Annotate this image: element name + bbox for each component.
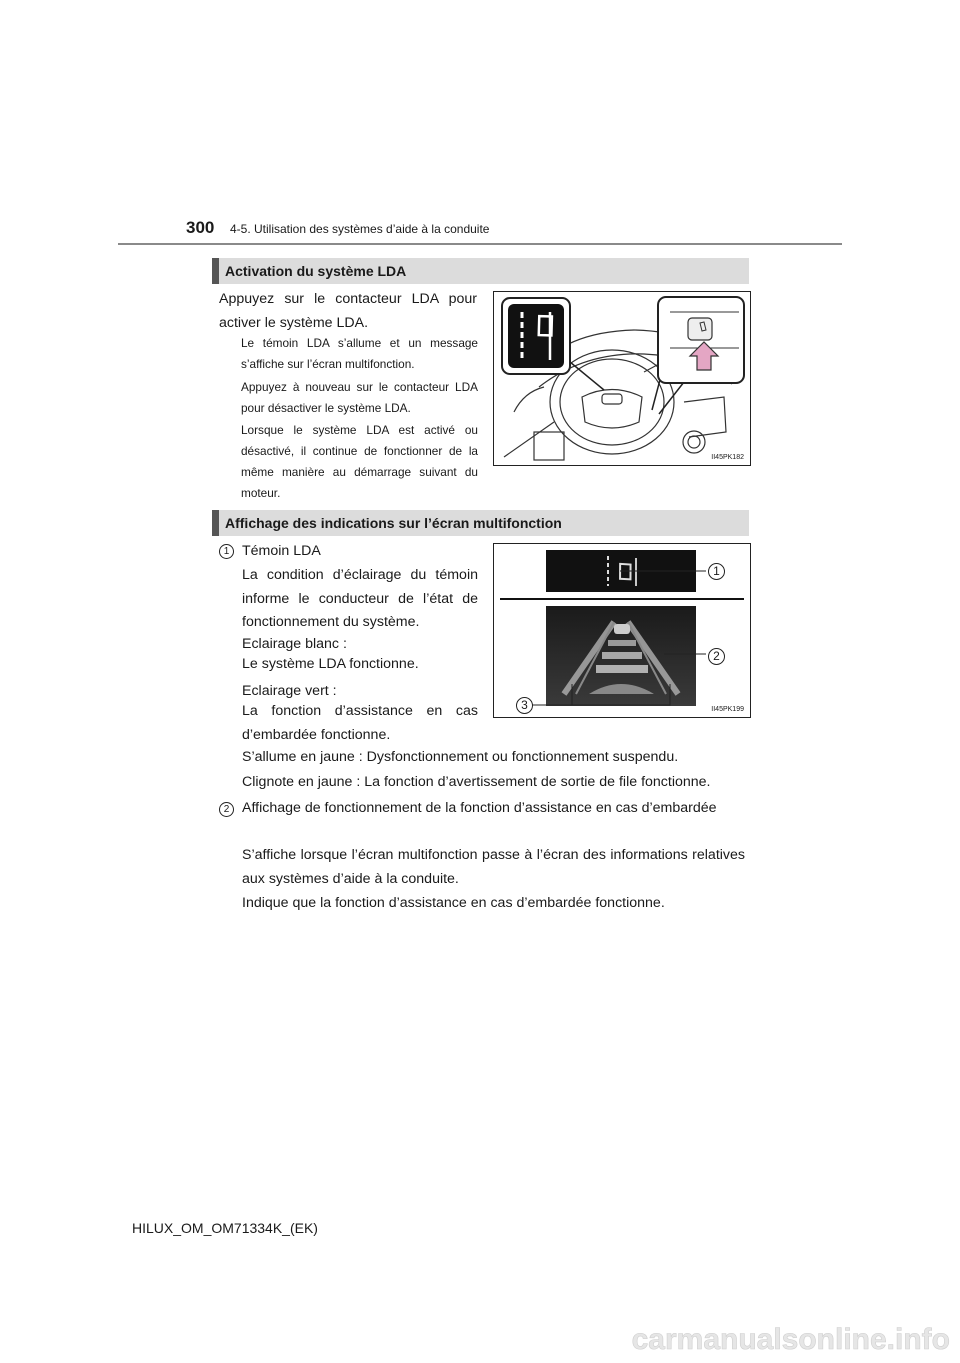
item1-title: Témoin LDA: [242, 543, 321, 559]
item1-green-text: La fonction d’assistance en cas d’embardée fonctionne.: [242, 703, 478, 743]
activation-note-3: Lorsque le système LDA est activé ou désactivé, il continue de fonctionner de la même manière au démarrage suivant du moteur.: [241, 423, 478, 500]
page-number: 300: [186, 218, 215, 237]
item1-white-text: Le système LDA fonctionne.: [242, 656, 419, 672]
section-heading-display: [212, 510, 749, 536]
watermark: [0, 1318, 960, 1358]
item-number-1: 1: [219, 544, 234, 559]
section-heading-bar: [212, 258, 219, 284]
activation-instruction: Appuyez sur le contacteur LDA pour activer le système LDA.: [219, 291, 477, 331]
section-heading-activation: [212, 258, 749, 284]
item1-green-label: Eclairage vert :: [242, 683, 337, 699]
section-heading-bar: [212, 510, 219, 536]
item1-blink-text: Clignote en jaune : La fonction d’avertissement de sortie de file fonctionne.: [242, 774, 711, 790]
item2-title: Affichage de fonctionnement de la fonction d’assistance en cas d’embardée: [242, 800, 717, 816]
activation-note-2: Appuyez à nouveau sur le contacteur LDA pour désactiver le système LDA.: [241, 380, 478, 415]
item1-white-label: Eclairage blanc :: [242, 636, 347, 652]
dashboard-illustration: [494, 292, 750, 465]
section-heading-text: Activation du système LDA: [225, 263, 407, 279]
callout-1: 1: [708, 563, 725, 580]
watermark-text: carmanualsonline.info: [631, 1323, 950, 1356]
activation-note-1: Le témoin LDA s’allume et un message s’affiche sur l’écran multifonction.: [241, 336, 478, 371]
figure-multi-display: [493, 543, 751, 718]
callout-3: 3: [516, 697, 533, 714]
item2-description-2: Indique que la fonction d’assistance en cas d’embardée fonctionne.: [242, 895, 665, 911]
item2-description-1: S’affiche lorsque l’écran multifonction passe à l’écran des informations relatives aux systèmes d’aide à la conduite.: [242, 847, 745, 887]
figure-dashboard-lda-switch: [493, 291, 751, 466]
header-rule: [118, 243, 842, 245]
footer-document-code: HILUX_OM_OM71334K_(EK): [132, 1220, 318, 1236]
figure-code: II45PK182: [711, 454, 744, 461]
callout-2: 2: [708, 648, 725, 665]
section-heading-text: Affichage des indications sur l’écran multifonction: [225, 515, 562, 531]
item1-yellow-text: S’allume en jaune : Dysfonctionnement ou fonctionnement suspendu.: [242, 749, 679, 765]
item1-description: La condition d’éclairage du témoin informe le conducteur de l’état de fonctionnement du système.: [242, 567, 478, 630]
item-number-2: 2: [219, 802, 234, 817]
figure-code: II45PK199: [711, 706, 744, 713]
chapter-title: 4-5. Utilisation des systèmes d’aide à la conduite: [230, 222, 490, 236]
watermark-graphic: [0, 1318, 960, 1358]
